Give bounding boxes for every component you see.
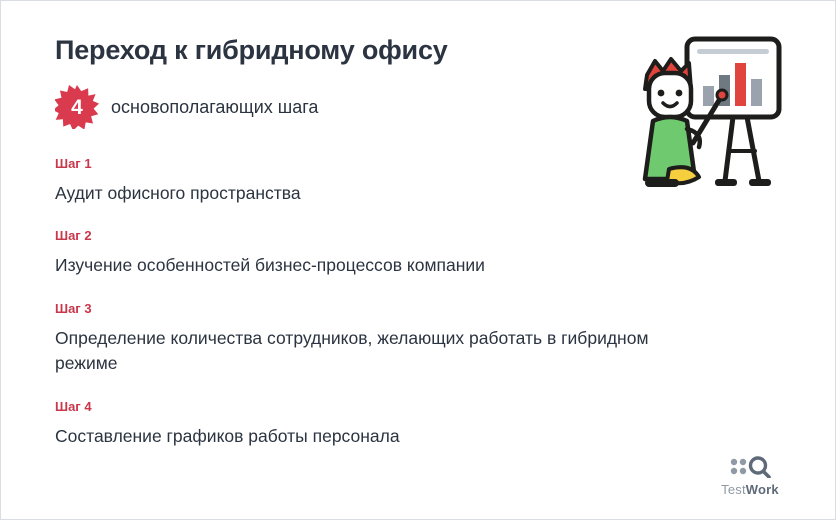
page-title: Переход к гибридному офису: [55, 35, 448, 65]
starburst-badge: [55, 85, 99, 129]
step-label: Шаг 1: [55, 156, 92, 171]
list-item: [55, 228, 695, 278]
list-item: [55, 301, 695, 377]
step-label: Шаг 3: [55, 300, 92, 316]
testwork-logo: [711, 454, 789, 497]
step-text: Определение количества сотрудников, желающих работать в гибридном режиме: [55, 327, 649, 374]
step-label: Шаг 4: [55, 398, 92, 414]
logo-text-secondary: Work: [745, 482, 779, 497]
badge-number: 4: [71, 95, 83, 119]
step-text: Изучение особенностей бизнес-процессов компании: [55, 255, 485, 276]
subtitle-row: [55, 85, 318, 129]
list-item: [55, 156, 695, 206]
logo-text-primary: Test: [721, 482, 746, 497]
subtitle-text: основополагающих шага: [111, 96, 319, 117]
list-item: [55, 399, 695, 449]
steps-list: [55, 156, 695, 449]
person-presenting-chart-illustration: [629, 31, 789, 201]
step-text: Аудит офисного пространства: [55, 183, 301, 203]
logo-text: [711, 482, 789, 497]
testwork-logo-mark: [711, 454, 789, 480]
step-label: Шаг 2: [55, 228, 92, 244]
step-text: Составление графиков работы персонала: [55, 425, 400, 446]
